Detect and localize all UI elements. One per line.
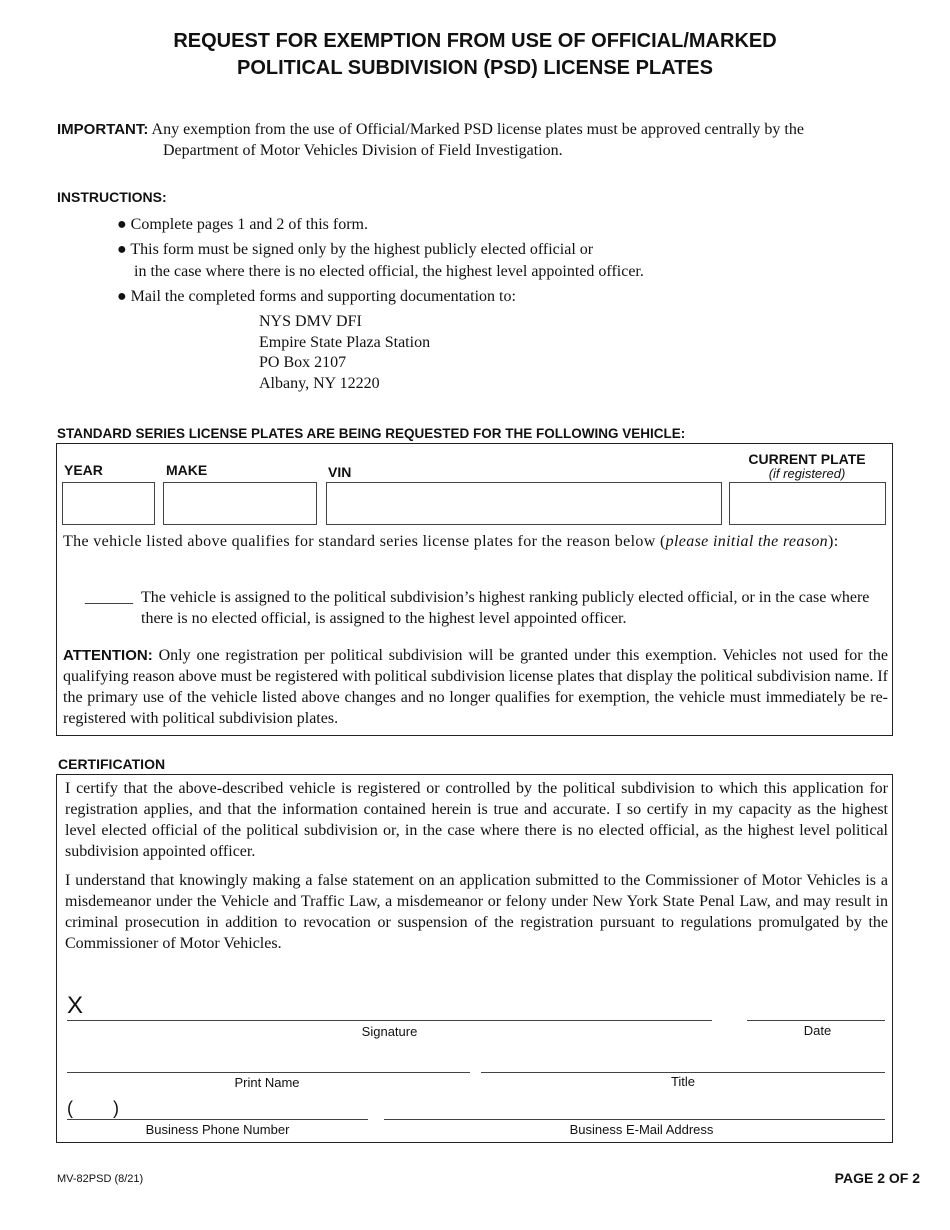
- year-input[interactable]: [62, 482, 155, 525]
- form-title: [0, 28, 950, 82]
- important-notice: [57, 119, 893, 140]
- reason-italic: please initial the reason: [665, 533, 829, 550]
- bullet-text: This form must be signed only by the highest publicly elected official or: [130, 241, 594, 258]
- phone-area-code: ( ): [67, 1098, 119, 1118]
- reason-text: The vehicle listed above qualifies for standard series license plates for the reason below (: [63, 533, 666, 550]
- mailing-address: [259, 312, 430, 394]
- signature-label: Signature: [361, 1024, 418, 1039]
- make-input[interactable]: [163, 482, 317, 525]
- plate-input[interactable]: [729, 482, 886, 525]
- make-header: MAKE: [166, 462, 208, 478]
- plate-note: (if registered): [768, 466, 846, 481]
- address-line: PO Box 2107: [259, 354, 347, 371]
- bullet-2-cont: in the case where there is no elected official, the highest level appointed officer.: [134, 263, 644, 280]
- instructions-heading: INSTRUCTIONS:: [57, 189, 167, 205]
- reason-option: The vehicle is assigned to the political subdivision’s highest ranking publicly elected official, or in the case where there is no elected official, is assigned to the highest level appointed officer.: [141, 589, 870, 627]
- initial-field[interactable]: ______: [85, 589, 133, 606]
- title-label: Title: [670, 1074, 696, 1089]
- address-line: Empire State Plaza Station: [259, 333, 431, 351]
- email-label: Business E-Mail Address: [569, 1122, 714, 1137]
- bullet-1: ● Complete pages 1 and 2 of this form.: [117, 216, 368, 233]
- attention-label: ATTENTION:: [63, 647, 153, 664]
- certification-para-2: I understand that knowingly making a false statement on an application submitted to the Commissioner of Motor Vehicles is a misdemeanor under the Vehicle and Traffic Law, a misdemeanor or felony under New York State Penal Law, and may result in criminal prosecution in addition to revocation or suspension of the registration pursuant to regulations promulgated by the Commissioner of Motor Vehicles.: [65, 872, 888, 952]
- bullet-2: ● This form must be signed only by the highest publicly elected official or: [117, 241, 594, 258]
- page-number: PAGE 2 OF 2: [834, 1170, 920, 1186]
- bullet-3: ● Mail the completed forms and supporting documentation to:: [117, 288, 516, 305]
- reason-intro: [63, 531, 888, 552]
- email-line[interactable]: [384, 1119, 885, 1120]
- certification-para-1: I certify that the above-described vehicle is registered or controlled by the political subdivision to which this application for registration applies, and that the information contained herein is true and accurate. I so certify in my capacity as the highest level elected official of the political subdivision or, in the case where there is no elected official, as the highest level political subdivision appointed officer.: [65, 780, 888, 860]
- print-name-label: Print Name: [234, 1075, 300, 1090]
- bullet-text: Complete pages 1 and 2 of this form.: [130, 216, 368, 233]
- title-line[interactable]: [481, 1072, 885, 1073]
- certification-heading: CERTIFICATION: [58, 756, 166, 772]
- address-line: NYS DMV DFI: [259, 313, 362, 330]
- form-id: MV-82PSD (8/21): [57, 1173, 144, 1185]
- print-name-line[interactable]: [67, 1072, 470, 1073]
- reason-end: ):: [828, 533, 839, 550]
- vehicle-section-heading: STANDARD SERIES LICENSE PLATES ARE BEING REQUESTED FOR THE FOLLOWING VEHICLE:: [57, 426, 686, 441]
- phone-label: Business Phone Number: [145, 1122, 290, 1137]
- phone-line[interactable]: [67, 1119, 368, 1120]
- signature-line[interactable]: [67, 1020, 712, 1021]
- important-text-2: Department of Motor Vehicles Division of Field Investigation.: [163, 142, 563, 159]
- vin-input[interactable]: [326, 482, 722, 525]
- year-header: YEAR: [64, 462, 103, 478]
- bullet-text: Mail the completed forms and supporting documentation to:: [130, 288, 516, 305]
- address-line: Albany, NY 12220: [259, 374, 380, 392]
- signature-x-mark: X: [67, 992, 84, 1019]
- date-line[interactable]: [747, 1020, 885, 1021]
- vin-header: VIN: [328, 464, 352, 480]
- title-line-2: POLITICAL SUBDIVISION (PSD) LICENSE PLATES: [237, 57, 713, 79]
- attention-text: Only one registration per political subdivision will be granted under this exemption. Vehicles not used for the qualifying reason above must be registered with political subdivision license plates that display the political subdivision name. If the primary use of the vehicle listed above changes and no longer qualifies for exemption, the vehicle must immediately be re-registered with political subdivision plates.: [63, 647, 889, 727]
- date-label: Date: [803, 1023, 832, 1038]
- important-text: Any exemption from the use of Official/Marked PSD license plates must be approved centrally by the: [151, 121, 804, 138]
- attention-notice: [63, 645, 888, 729]
- plate-header: CURRENT PLATE: [748, 451, 866, 467]
- important-label: IMPORTANT:: [57, 121, 149, 138]
- title-line-1: REQUEST FOR EXEMPTION FROM USE OF OFFICIAL/MARKED: [173, 30, 777, 52]
